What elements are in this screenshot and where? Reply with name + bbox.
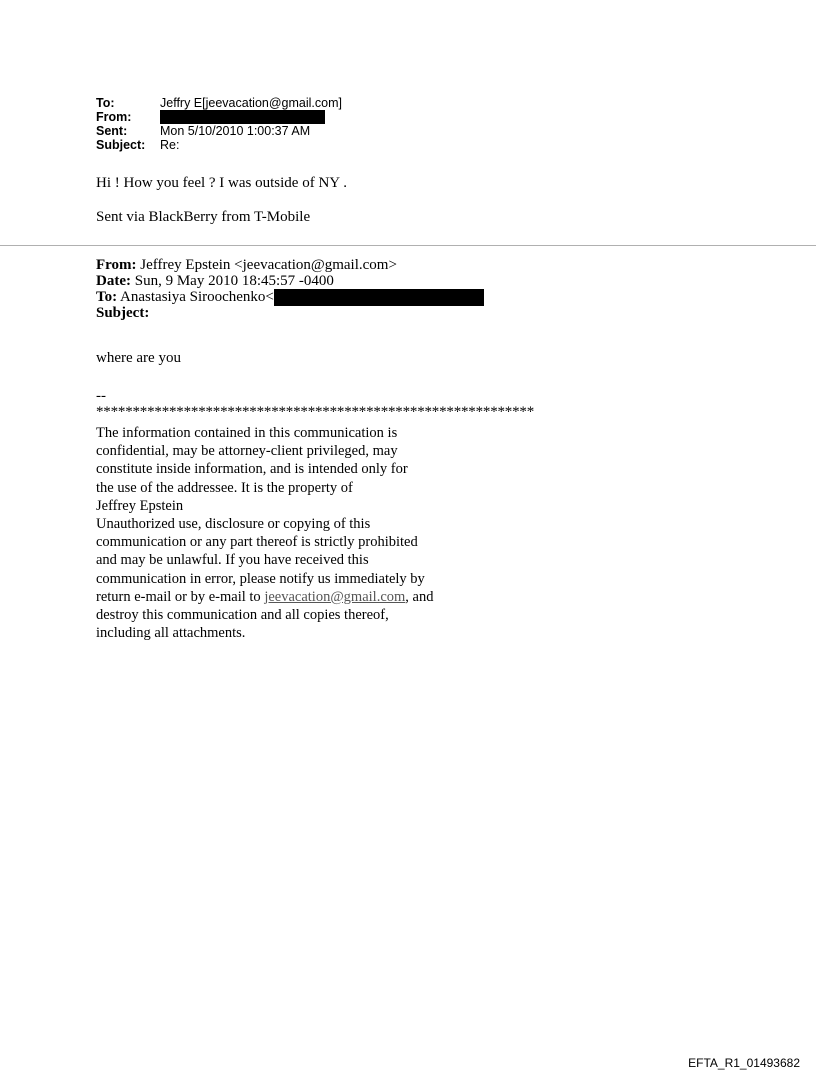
- header-from-row: [96, 110, 342, 124]
- divider: [0, 245, 816, 246]
- quoted-subject-label: Subject:: [96, 305, 150, 321]
- header-sent-row: [96, 124, 342, 138]
- quoted-from-label: From:: [96, 257, 137, 273]
- subject-value: Re:: [160, 138, 180, 152]
- quoted-from-value: Jeffrey Epstein <jeevacation@gmail.com>: [136, 257, 397, 273]
- quoted-to-row: [96, 289, 484, 305]
- sent-label: Sent:: [96, 124, 128, 138]
- message-signature: Sent via BlackBerry from T-Mobile: [96, 209, 311, 225]
- document-id: EFTA_R1_01493682: [688, 1056, 800, 1070]
- quoted-to-value: Anastasiya Siroochenko<: [117, 289, 274, 305]
- quoted-from-row: [96, 257, 484, 273]
- quoted-date-value: Sun, 9 May 2010 18:45:57 -0400: [130, 273, 334, 289]
- star-separator: ************************************************************: [96, 404, 535, 420]
- subject-label: Subject:: [96, 138, 146, 152]
- to-value: Jeffry E[jeevacation@gmail.com]: [160, 96, 342, 110]
- confidentiality-disclaimer: [96, 424, 433, 642]
- quoted-date-label: Date:: [96, 273, 131, 289]
- quoted-to-label: To:: [96, 289, 118, 305]
- quoted-body: where are you: [96, 350, 181, 366]
- from-label: From:: [96, 110, 132, 124]
- quoted-header: [96, 257, 484, 321]
- disclaimer-text-end: , and destroy this communication and all copies thereof, including all attachments.: [96, 588, 434, 642]
- message-line-1: Hi ! How you feel ? I was outside of NY .: [96, 175, 348, 191]
- quoted-subject-row: [96, 305, 484, 321]
- email-header: [96, 96, 342, 152]
- redaction-box: [274, 289, 484, 306]
- quoted-date-row: [96, 273, 484, 289]
- signature-dash: --: [96, 388, 106, 404]
- header-to-row: [96, 96, 342, 110]
- email-link[interactable]: jeevacation@gmail.com: [264, 588, 406, 605]
- to-label: To:: [96, 96, 115, 110]
- header-subject-row: [96, 138, 342, 152]
- redaction-box: [160, 110, 325, 124]
- sent-value: Mon 5/10/2010 1:00:37 AM: [160, 124, 311, 138]
- disclaimer-text: The information contained in this communication is confidential, may be attorney-client privileged, may constitute inside information, and is intended only for the use of the addressee. It is the property of Jeffrey Epstein Unauthorized use, disclosure or copying of this communication or any part thereof is strictly prohibited and may be unlawful. If you have received this communication in error, please notify us immediately by return e-mail or by e-mail to: [96, 425, 425, 605]
